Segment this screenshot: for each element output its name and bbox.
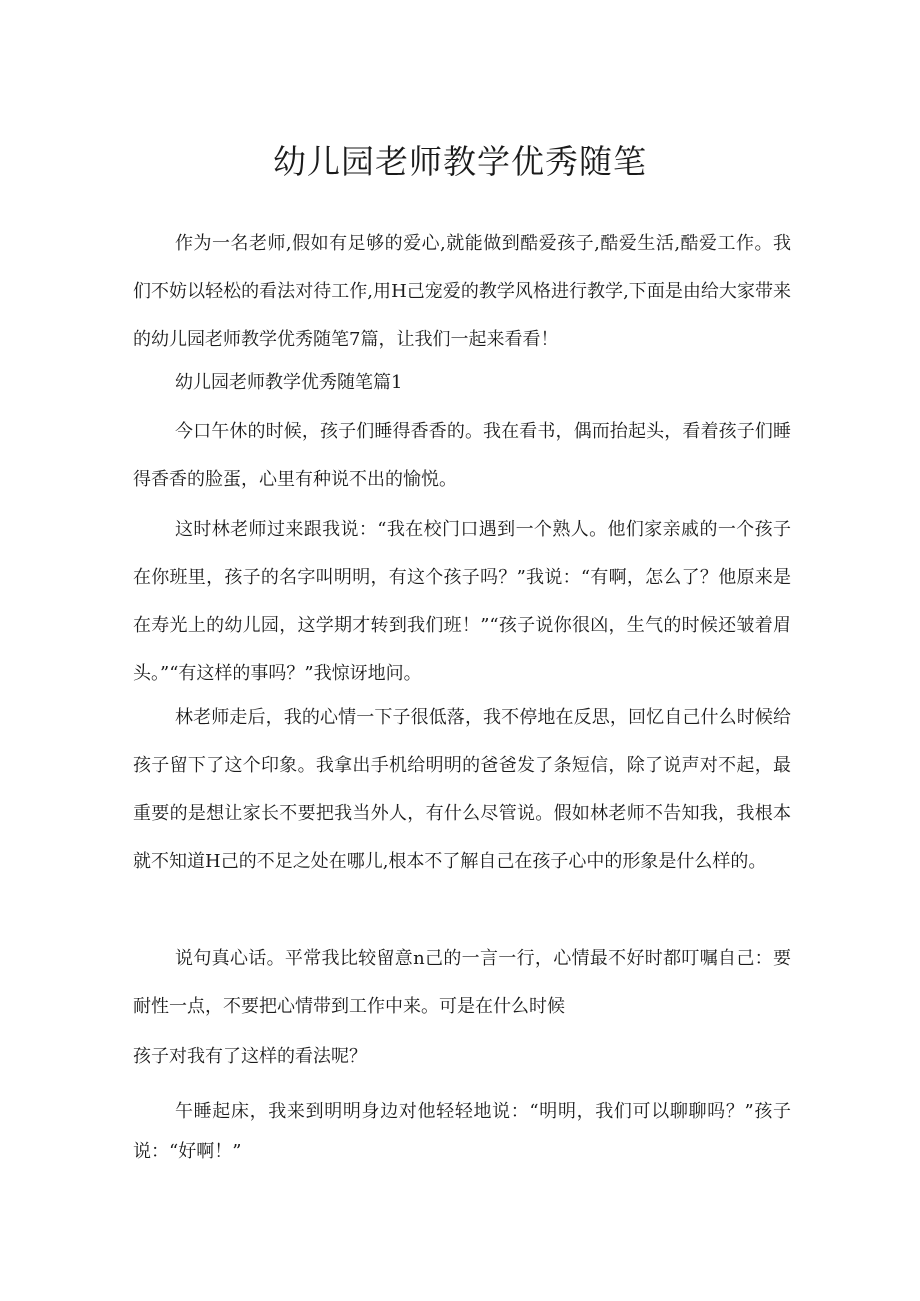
paragraph-intro: 作为一名老师,假如有足够的爱心,就能做到酷爱孩子,酷爱生活,酷爱工作。我们不妨以轻松的看法对待工作,用H己宠爱的教学风格进行教学,下面是由给大家带来的幼儿园老师教学优秀随笔7篇，让我们一起来看看！ [133, 233, 791, 350]
section-heading: 幼儿园老师教学优秀随笔篇1 [175, 372, 403, 393]
paragraph-1: 今口午休的时候，孩子们睡得香香的。我在看书，偶而抬起头，看着孩子们睡得香香的脸蛋，心里有种说不出的愉悦。 [133, 421, 791, 490]
document-title: 幼儿园老师教学优秀随笔 [273, 142, 647, 181]
paragraph-6: 午睡起床，我来到明明身边对他轻轻地说：“明明，我们可以聊聊吗？”孩子说：“好啊！” [133, 1101, 791, 1162]
paragraph-2: 这时林老师过来跟我说：“我在校门口遇到一个熟人。他们家亲戚的一个孩子在你班里，孩子的名字叫明明，有这个孩子吗？”我说：“有啊，怎么了？他原来是在寿光上的幼儿园，这学期才转到我们班！”“孩子说你很凶，生气的时候还皱着眉头。”“有这样的事吗？”我惊讶地问。 [133, 519, 791, 684]
paragraph-5: 孩子对我有了这样的看法呢？ [133, 1046, 367, 1067]
paragraph-3: 林老师走后，我的心情一下子很低落，我不停地在反思，回忆自己什么时候给孩子留下了这个印象。我拿出手机给明明的爸爸发了条短信，除了说声对不起，最重要的是想让家长不要把我当外人，有什么尽管说。假如林老师不告知我，我根本就不知道H己的不足之处在哪儿,根本不了解自己在孩子心中的形象是什么样的。 [133, 707, 791, 872]
paragraph-4: 说句真心话。平常我比较留意n己的一言一行，心情最不好时都叮嘱自己：要耐性一点，不要把心情带到工作中来。可是在什么时候 [133, 948, 791, 1017]
